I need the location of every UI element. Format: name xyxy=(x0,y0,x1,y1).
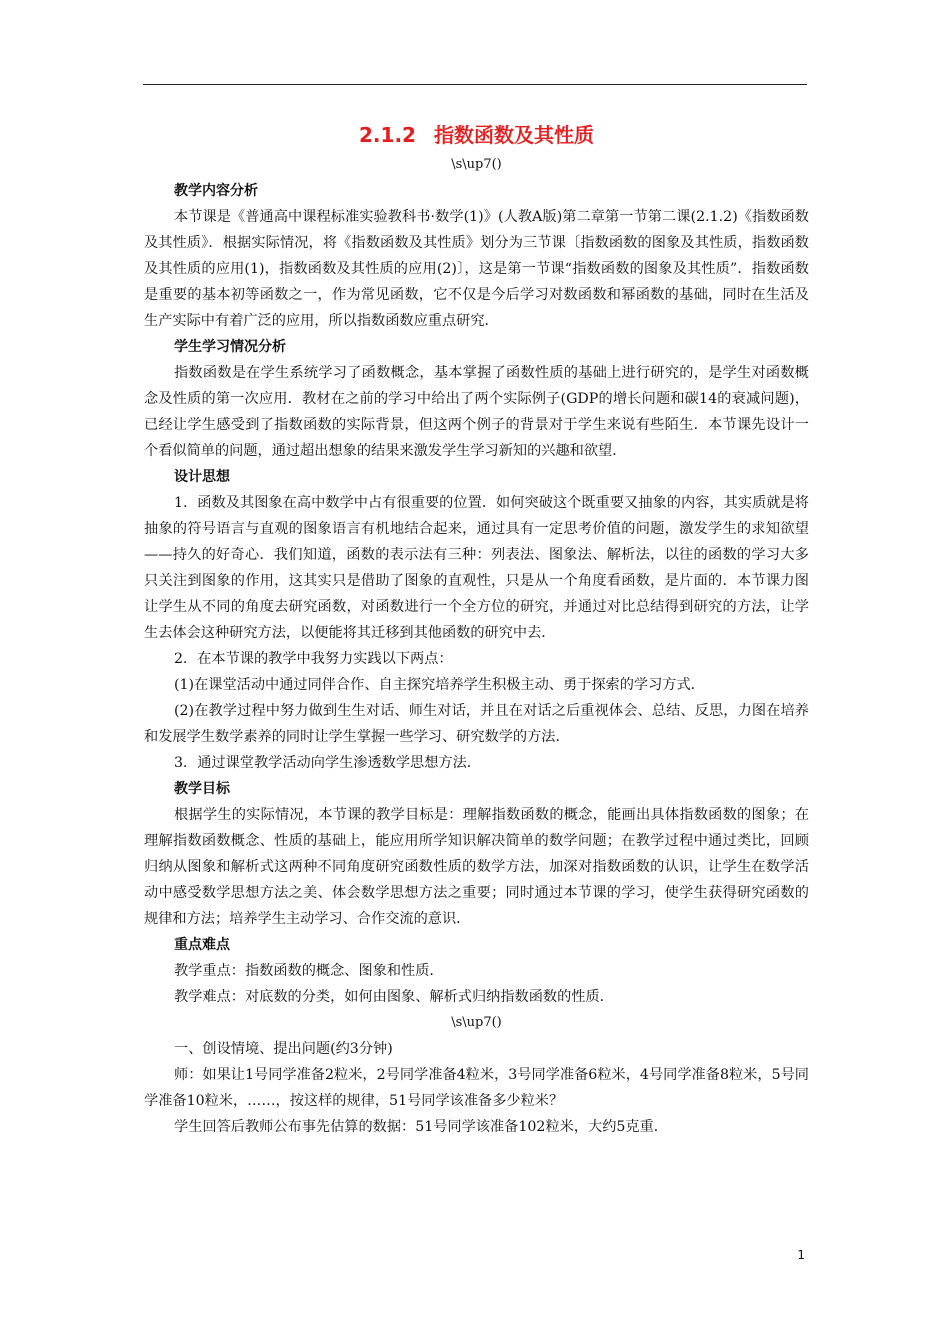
paragraph: 一、创设情境、提出问题(约3分钟) xyxy=(174,1041,393,1057)
paragraph: (2)在教学过程中努力做到生生对话、师生对话，并且在对话之后重视体会、总结、反思，力图在培养和发展学生数学素养的同时让学生掌握一些学习、研究数学的方法． xyxy=(144,703,809,745)
section-heading: 教学目标 xyxy=(174,781,230,797)
title-number: 2.1.2 xyxy=(359,123,416,147)
paragraph: 学生回答后教师公布事先估算的数据：51号同学该准备102粒米，大约5克重． xyxy=(174,1119,668,1135)
paragraph: 教学重点：指数函数的概念、图象和性质． xyxy=(174,963,444,979)
page-number: 1 xyxy=(797,1248,805,1262)
paragraph: 本节课是《普通高中课程标准实验教科书·数学(1)》(人教A版)第二章第一节第二课(2.1.2)《指数函数及其性质》．根据实际情况，将《指数函数及其性质》划分为三节课〔指数函数的图象及其性质，指数函数及其性质的应用(1)，指数函数及其性质的应用(2)〕，这是第一节课“指数函数的图象及其性质”．指数函数是重要的基本初等函数之一，作为常见函数，它不仅是今后学习对数函数和幂函数的基础，同时在生活及生产实际中有着广泛的应用，所以指数函数应重点研究． xyxy=(144,209,809,329)
section-heading: 重点难点 xyxy=(174,937,230,953)
paragraph: (1)在课堂活动中通过同伴合作、自主探究培养学生积极主动、勇于探索的学习方式． xyxy=(174,677,705,693)
paragraph: 3．通过课堂教学活动向学生渗透数学思想方法． xyxy=(174,755,481,771)
paragraph: 1．函数及其图象在高中数学中占有很重要的位置．如何突破这个既重要又抽象的内容，其实质就是将抽象的符号语言与直观的图象语言有机地结合起来，通过具有一定思考价值的问题，激发学生的求知欲望——持久的好奇心．我们知道，函数的表示法有三种：列表法、图象法、解析法，以往的函数的学习大多只关注到图象的作用，这其实只是借助了图象的直观性，只是从一个角度看函数，是片面的．本节课力图让学生从不同的角度去研究函数，对函数进行一个全方位的研究，并通过对比总结得到研究的方法，让学生去体会这种研究方法，以便能将其迁移到其他函数的研究中去． xyxy=(144,495,809,641)
section-heading: 教学内容分析 xyxy=(174,183,258,199)
section-heading: 设计思想 xyxy=(174,469,230,485)
field-code: \s\up7() xyxy=(451,1015,502,1030)
section-heading: 学生学习情况分析 xyxy=(174,339,286,355)
document-title xyxy=(144,118,809,152)
title-text: 指数函数及其性质 xyxy=(433,123,594,147)
field-code: \s\up7() xyxy=(451,157,502,172)
paragraph: 指数函数是在学生系统学习了函数概念，基本掌握了函数性质的基础上进行研究的，是学生对函数概念及性质的第一次应用．教材在之前的学习中给出了两个实际例子(GDP的增长问题和碳14的衰减问题)，已经让学生感受到了指数函数的实际背景，但这两个例子的背景对于学生来说有些陌生．本节课先设计一个看似简单的问题，通过超出想象的结果来激发学生学习新知的兴趣和欲望． xyxy=(144,365,809,459)
paragraph: 根据学生的实际情况，本节课的教学目标是：理解指数函数的概念，能画出具体指数函数的图象；在理解指数函数概念、性质的基础上，能应用所学知识解决简单的数学问题；在教学过程中通过类比，回顾归纳从图象和解析式这两种不同角度研究函数性质的数学方法，加深对指数函数的认识，让学生在数学活动中感受数学思想方法之美、体会数学思想方法之重要；同时通过本节课的学习，使学生获得研究函数的规律和方法；培养学生主动学习、合作交流的意识． xyxy=(144,807,809,927)
paragraph: 2．在本节课的教学中我努力实践以下两点： xyxy=(174,651,453,667)
header-rule xyxy=(143,84,807,85)
paragraph: 师：如果让1号同学准备2粒米，2号同学准备4粒米，3号同学准备6粒米，4号同学准备8粒米，5号同学准备10粒米，……，按这样的规律，51号同学该准备多少粒米？ xyxy=(144,1067,809,1109)
document-body xyxy=(144,118,809,1140)
paragraph: 教学难点：对底数的分类，如何由图象、解析式归纳指数函数的性质． xyxy=(174,989,614,1005)
